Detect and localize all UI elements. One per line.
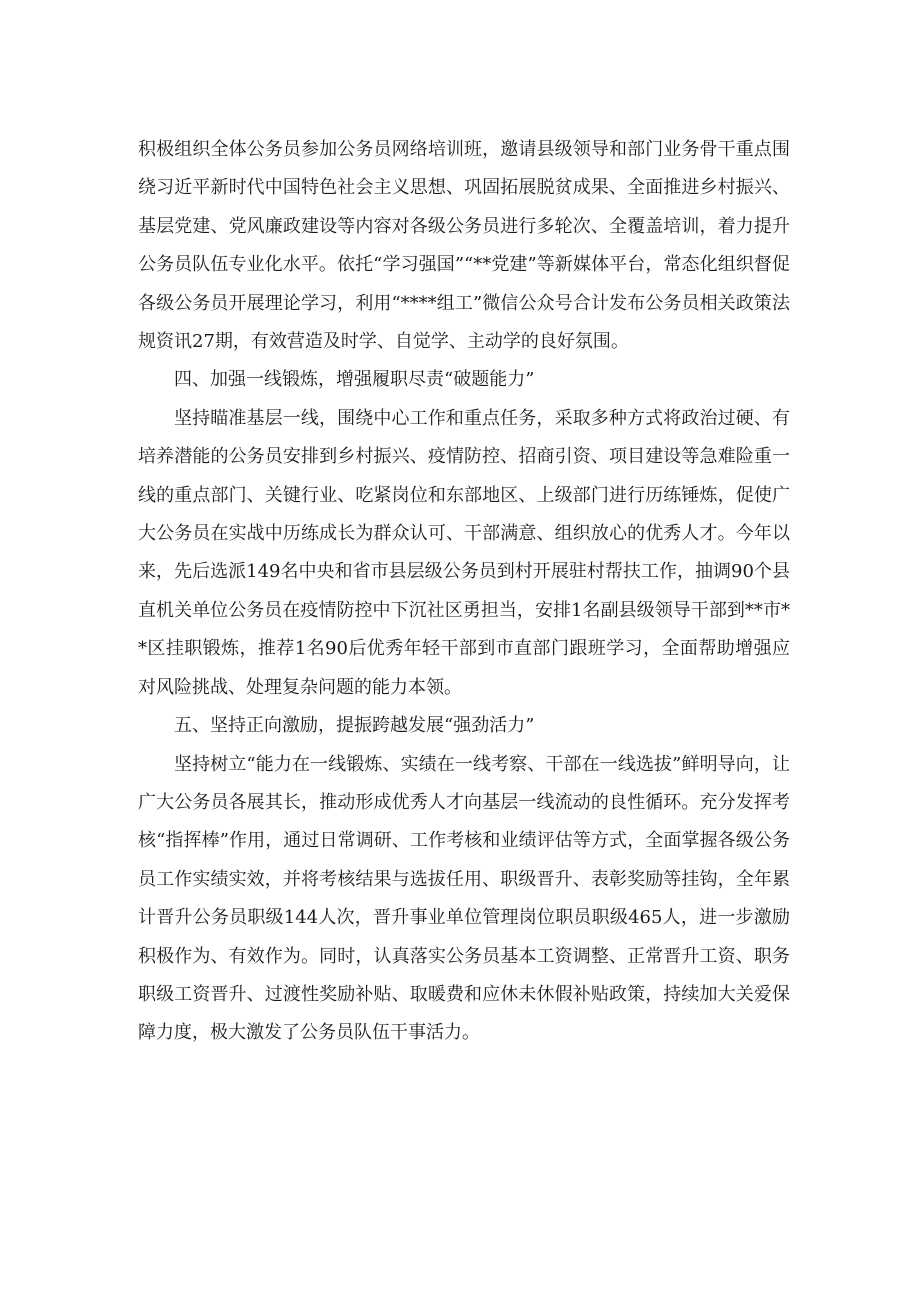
document-page — [138, 131, 790, 1053]
section-heading-5: 五、坚持正向激励，提振跨越发展“强劲活力” — [174, 715, 535, 737]
paragraph-frontline-training: 坚持瞄准基层一线，围绕中心工作和重点任务，采取多种方式将政治过硬、有培养潜能的公务员安排到乡村振兴、疫情防控、招商引资、项目建设等急难险重一线的重点部门、关键行业、吃紧岗位和东部地区、上级部门进行历练锤炼，促使广大公务员在实战中历练成长为群众认可、干部满意、组织放心的优秀人才。今年以来，先后选派149名中央和省市县层级公务员到村开展驻村帮扶工作，抽调90个县直机关单位公务员在疫情防控中下沉社区勇担当，安排1名副县级领导干部到**市**区挂职锻炼，推荐1名90后优秀年轻干部到市直部门跟班学习，全面帮助增强应对风险挑战、处理复杂问题的能力本领。 — [138, 407, 790, 698]
paragraph-positive-incentive: 坚持树立“能力在一线锻炼、实绩在一线考察、干部在一线选拔”鲜明导向，让广大公务员各展其长，推动形成优秀人才向基层一线流动的良性循环。充分发挥考核“指挥棒”作用，通过日常调研、工作考核和业绩评估等方式，全面掌握各级公务员工作实绩实效，并将考核结果与选拔任用、职级晋升、表彰奖励等挂钩，全年累计晋升公务员职级144人次，晋升事业单位管理岗位职员职级465人，进一步激励积极作为、有效作为。同时，认真落实公务员基本工资调整、正常晋升工资、职务职级工资晋升、过渡性奖励补贴、取暖费和应休未休假补贴政策，持续加大关爱保障力度，极大激发了公务员队伍干事活力。 — [138, 753, 790, 1044]
paragraph-training: 积极组织全体公务员参加公务员网络培训班，邀请县级领导和部门业务骨干重点围绕习近平新时代中国特色社会主义思想、巩固拓展脱贫成果、全面推进乡村振兴、基层党建、党风廉政建设等内容对各级公务员进行多轮次、全覆盖培训，着力提升公务员队伍专业化水平。依托“学习强国”“**党建”等新媒体平台，常态化组织督促各级公务员开展理论学习，利用“****组工”微信公众号合计发布公务员相关政策法规资讯27期，有效营造及时学、自觉学、主动学的良好氛围。 — [138, 139, 790, 353]
section-heading-4: 四、加强一线锻炼，增强履职尽责“破题能力” — [174, 369, 535, 391]
